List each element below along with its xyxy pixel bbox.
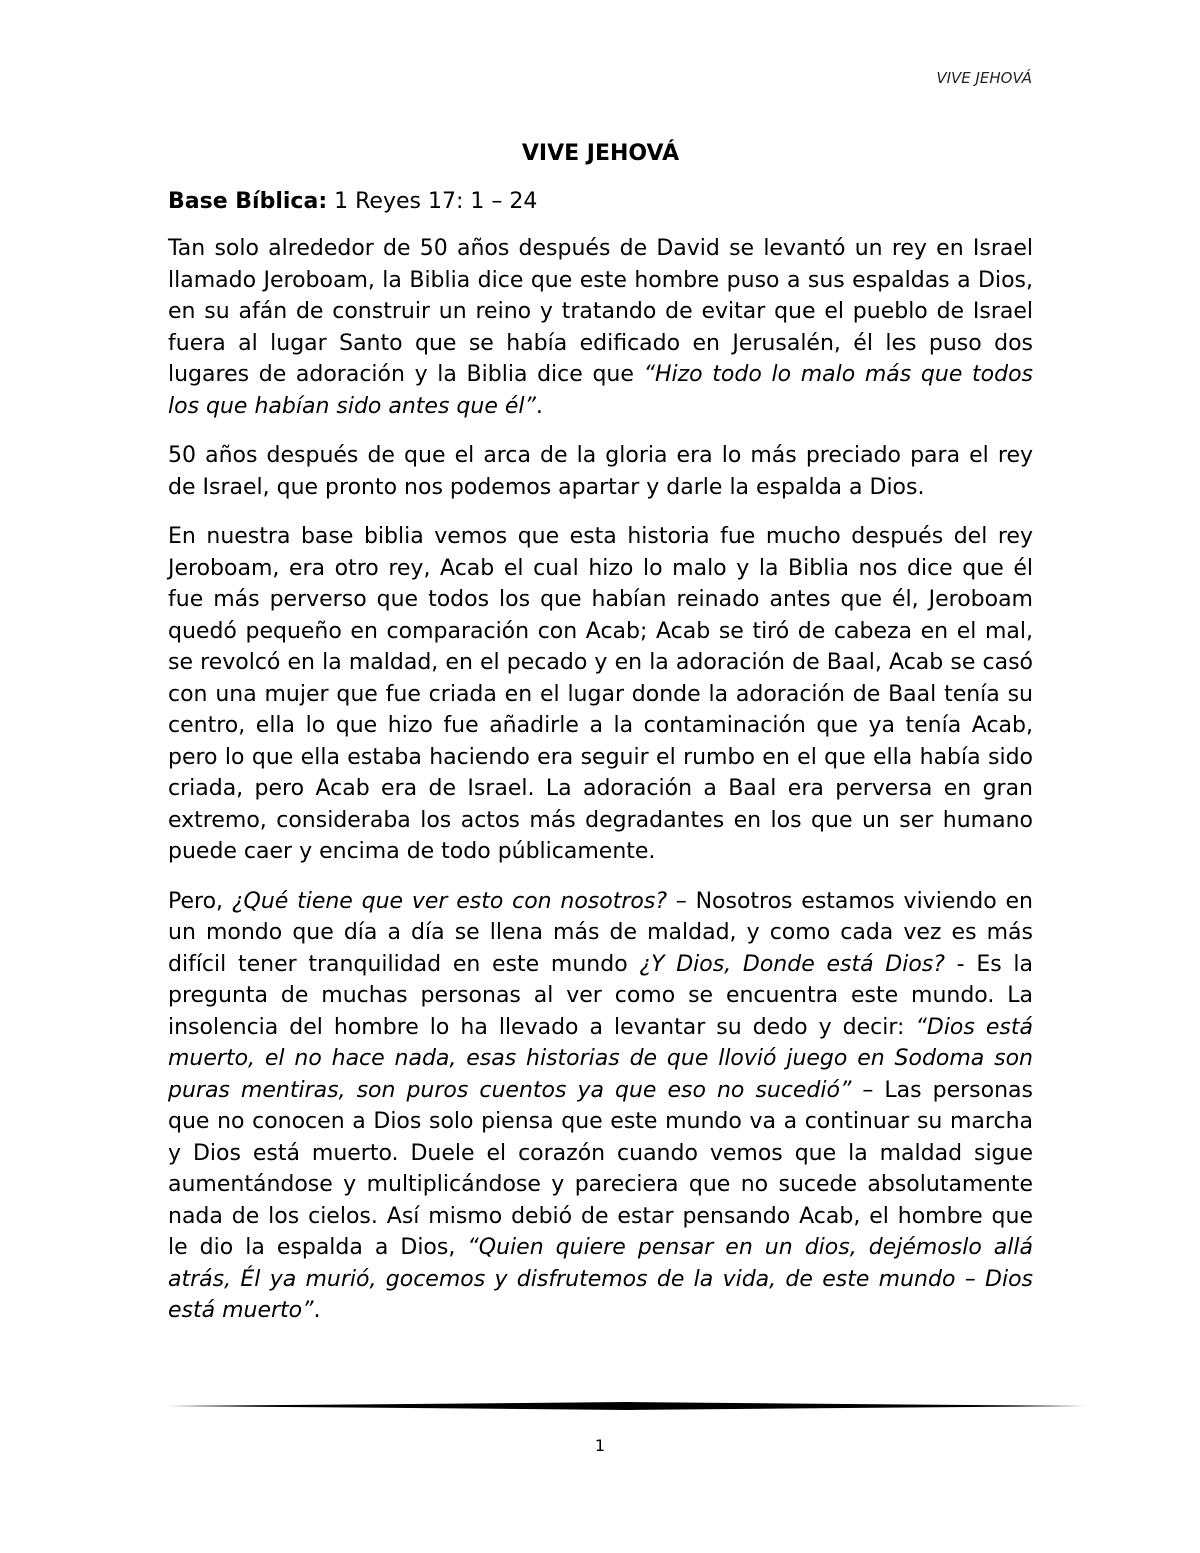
paragraph-4-text-d: – Las personas que no conocen a Dios solo piensa que este mundo va a continuar su marcha y Dios está muerto. Duele el corazón cuando vemos que la maldad sigue aumentándose y multiplicándose y pareciera que no sucede absolutamente nada de los cielos. Así mismo debió de estar pensando Acab, el hombre que le dio la espalda a Dios, bbox=[168, 1077, 1033, 1260]
bible-base-label: Base Bíblica: bbox=[168, 188, 328, 214]
paragraph-4-quote-2: “Quien quiere pensar en un dios, dejémoslo allá atrás, Él ya murió, gocemos y disfrutemos de la vida, de este mundo – Dios está muerto” bbox=[168, 1235, 1033, 1323]
document-body bbox=[168, 138, 1033, 1345]
paragraph-4-text-c: - Es la pregunta de muchas personas al ver como se encuentra este mundo. La insolencia del hombre lo ha llevado a levantar su dedo y decir: bbox=[168, 951, 1034, 1040]
paragraph-4-question-2: ¿Y Dios, Donde está Dios? bbox=[639, 951, 945, 977]
page-number: 1 bbox=[594, 1436, 606, 1455]
paragraph-4 bbox=[168, 886, 1033, 1327]
paragraph-1-end: . bbox=[535, 393, 543, 419]
paragraph-4-end: . bbox=[313, 1298, 321, 1323]
paragraph-4-text-b: – Nosotros estamos viviendo en un mondo que día a día se llena más de maldad, y como cada vez es más difícil tener tranquilidad en este mundo bbox=[168, 888, 1033, 977]
paragraph-1 bbox=[168, 233, 1033, 422]
paragraph-2: 50 años después de que el arca de la gloria era lo más preciado para el rey de Israel, que pronto nos podemos apartar y darle la espalda a Dios. bbox=[168, 443, 1033, 500]
paragraph-1-text: Tan solo alrededor de 50 años después de David se levantó un rey en Israel llamado Jeroboam, la Biblia dice que este hombre puso a sus espaldas a Dios, en su afán de construir un reino y tratando de evitar que el pueblo de Israel fuera al lugar Santo que se había edificado en Jerusalén, él les puso dos lugares de adoración y la Biblia dice que bbox=[168, 236, 1033, 387]
paragraph-3: En nuestra base biblia vemos que esta historia fue mucho después del rey Jeroboam, era otro rey, Acab el cual hizo lo malo y la Biblia nos dice que él fue más perverso que todos los que habían reinado antes que él, Jeroboam quedó pequeño en comparación con Acab; Acab se tiró de cabeza en el mal, se revolcó en la maldad, en el pecado y en la adoración de Baal, Acab se casó con una mujer que fue criada en el lugar donde la adoración de Baal tenía su centro, ella lo que hizo fue añadirle a la contaminación que ya tenía Acab, pero lo que ella estaba haciendo era seguir el rumbo en el que ella había sido criada, pero Acab era de Israel. La adoración a Baal era perversa en gran extremo, consideraba los actos más degradantes en los que un ser humano puede caer y encima de todo públicamente. bbox=[168, 524, 1033, 864]
bible-base-line bbox=[168, 186, 1033, 218]
bible-base-reference: 1 Reyes 17: 1 – 24 bbox=[327, 188, 538, 214]
paragraph-1-quote: “Hizo todo lo malo más que todos los que habían sido antes que él” bbox=[168, 362, 1033, 419]
paragraph-4-quote-1: “Dios está muerto, el no hace nada, esas historias de que llovió juego en Sodoma son puras mentiras, son puros cuentos ya que eso no sucedió” bbox=[168, 1014, 1033, 1103]
running-header: VIVE JEHOVÁ bbox=[936, 69, 1032, 87]
paragraph-4-question-1: ¿Qué tiene que ver esto con nosotros? bbox=[231, 888, 667, 914]
footer-rule bbox=[168, 1398, 1085, 1412]
document-title: VIVE JEHOVÁ bbox=[521, 141, 680, 166]
paragraph-4-text-a: Pero, bbox=[168, 888, 232, 914]
